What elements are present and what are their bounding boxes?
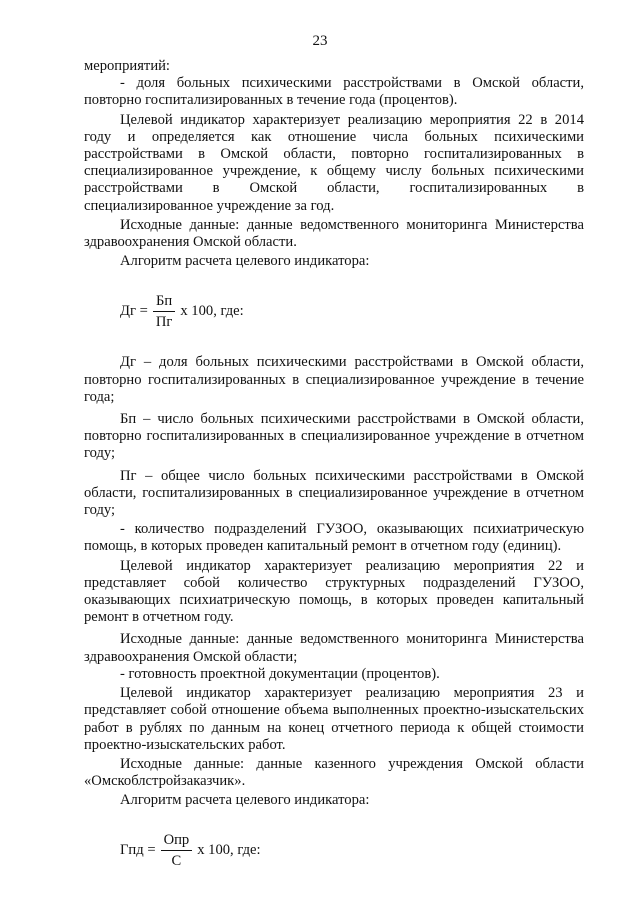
paragraph-indicator-design-readiness: - готовность проектной документации (процентов).: [120, 665, 440, 682]
formula-dg-denominator: Пг: [155, 313, 173, 330]
formula-gpd-lhs: Гпд =: [120, 841, 156, 858]
paragraph-indicator-repair-description: Целевой индикатор характеризует реализацию мероприятия 22 и представляет собой количество структурных подразделений ГУЗОО, оказывающих психиатрическую помощь, в которых проведен капитальный ремонт в отчетном году.: [84, 557, 584, 626]
formula-gpd-denominator: С: [171, 853, 182, 870]
paragraph-algorithm-heading-2: Алгоритм расчета целевого индикатора:: [120, 792, 370, 809]
paragraph-indicator-repair: - количество подразделений ГУЗОО, оказывающих психиатрическую помощь, в которых проведен капитальный ремонт в отчетном году (единиц).: [84, 521, 584, 555]
paragraph-indicator-rehospitalization: - доля больных психическими расстройствами в Омской области, повторно госпитализированных в течение года (процентов).: [84, 75, 584, 109]
paragraph-algorithm-heading: Алгоритм расчета целевого индикатора:: [120, 253, 370, 270]
definition-pg: Пг – общее число больных психическими расстройствами в Омской области, госпитализированных в специализированное учреждение в отчетном году;: [84, 467, 584, 519]
formula-gpd-fraction: [161, 832, 193, 869]
formula-gpd-numerator: Опр: [163, 832, 190, 849]
formula-gpd-rhs: х 100, где:: [197, 841, 261, 858]
document-body: [84, 58, 584, 874]
paragraph-source-data: Исходные данные: данные ведомственного мониторинга Министерства здравоохранения Омской области.: [84, 216, 584, 251]
paragraph-source-data-2: Исходные данные: данные ведомственного мониторинга Министерства здравоохранения Омской области;: [84, 631, 584, 665]
paragraph-source-data-3: Исходные данные: данные казенного учреждения Омской области «Омскоблстройзаказчик».: [84, 755, 584, 790]
formula-dg-rhs: х 100, где:: [180, 302, 244, 319]
paragraph-continuation: мероприятий:: [84, 58, 170, 74]
paragraph-indicator-design-description: Целевой индикатор характеризует реализацию мероприятия 23 и представляет собой отношение объема выполненных проектно-изыскательских работ в рублях по данным на конец отчетного периода к общей стоимости проектно-изыскательских работ.: [84, 685, 584, 753]
paragraph-indicator-description: Целевой индикатор характеризует реализацию мероприятия 22 в 2014 году и определяется как отношение числа больных психическими расстройствами в Омской области, повторно госпитализированных в специализированное учреждение, к общему числу больных психическими расстройствами в Омской области, госпитализированных в специализированное учреждение за год.: [84, 111, 584, 214]
definition-bp: Бп – число больных психическими расстройствами в Омской области, повторно госпитализированных в специализированное учреждение в отчетном году;: [84, 411, 584, 462]
formula-dg-lhs: Дг =: [120, 302, 148, 319]
formula-dg-fraction: [153, 293, 176, 330]
definition-dg: Дг – доля больных психическими расстройствами в Омской области, повторно госпитализированных в специализированное учреждение в течение года;: [84, 354, 584, 405]
page-number: 23: [312, 33, 328, 49]
formula-dg-numerator: Бп: [155, 292, 173, 309]
formula-gpd: [120, 828, 584, 874]
formula-dg: [120, 288, 584, 334]
